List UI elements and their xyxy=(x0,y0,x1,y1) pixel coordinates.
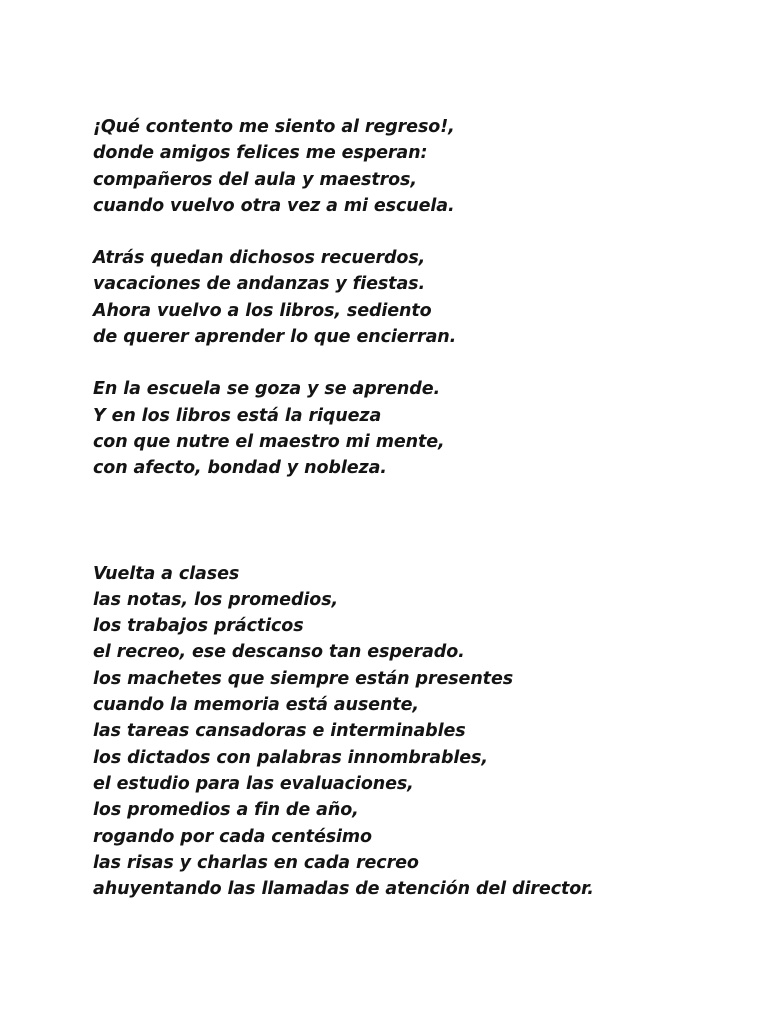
stanza-gap xyxy=(93,219,733,245)
verse-line: con que nutre el maestro mi mente, xyxy=(93,431,445,452)
verse-line: Vuelta a clases xyxy=(93,563,240,584)
verse-line: las notas, los promedios, xyxy=(93,589,339,610)
verse-line: el recreo, ese descanso tan esperado. xyxy=(93,642,465,663)
verse-line: los machetes que siempre están presentes xyxy=(93,668,514,689)
poem-1 xyxy=(93,114,733,482)
verse-line: donde amigos felices me esperan: xyxy=(93,143,428,164)
verse-line: con afecto, bondad y nobleza. xyxy=(93,458,387,479)
verse-line: ¡Qué contento me siento al regreso!, xyxy=(93,117,455,137)
verse-line: los dictados con palabras innombrables, xyxy=(93,747,488,768)
verse-line: Y en los libros está la riqueza xyxy=(93,405,382,426)
verse-line: rogando por cada centésimo xyxy=(93,826,372,847)
verse-line: los promedios a fin de año, xyxy=(93,800,359,821)
verse-line: de querer aprender lo que encierran. xyxy=(93,327,457,348)
verse-line: las risas y charlas en cada recreo xyxy=(93,852,419,873)
verse-line: Ahora vuelvo a los libros, sediento xyxy=(93,300,432,321)
verse-line: los trabajos prácticos xyxy=(93,616,304,637)
document-page xyxy=(93,114,733,902)
verse-line: Atrás quedan dichosos recuerdos, xyxy=(93,248,426,269)
verse-line: En la escuela se goza y se aprende. xyxy=(93,379,441,400)
poem-gap xyxy=(93,482,733,561)
stanza-gap xyxy=(93,350,733,376)
poem-1-stanza-2 xyxy=(93,245,733,350)
poem-1-stanza-1 xyxy=(93,114,733,219)
poem-1-stanza-3 xyxy=(93,376,733,481)
poem-2 xyxy=(93,561,733,903)
verse-line: cuando vuelvo otra vez a mi escuela. xyxy=(93,195,455,216)
verse-line: vacaciones de andanzas y fiestas. xyxy=(93,274,426,295)
verse-line: ahuyentando las llamadas de atención del director. xyxy=(93,879,594,900)
verse-line: cuando la memoria está ausente, xyxy=(93,695,419,716)
verse-line: compañeros del aula y maestros, xyxy=(93,169,417,190)
poem-2-stanza-1 xyxy=(93,561,733,903)
verse-line: el estudio para las evaluaciones, xyxy=(93,773,414,794)
verse-line: las tareas cansadoras e interminables xyxy=(93,721,466,742)
